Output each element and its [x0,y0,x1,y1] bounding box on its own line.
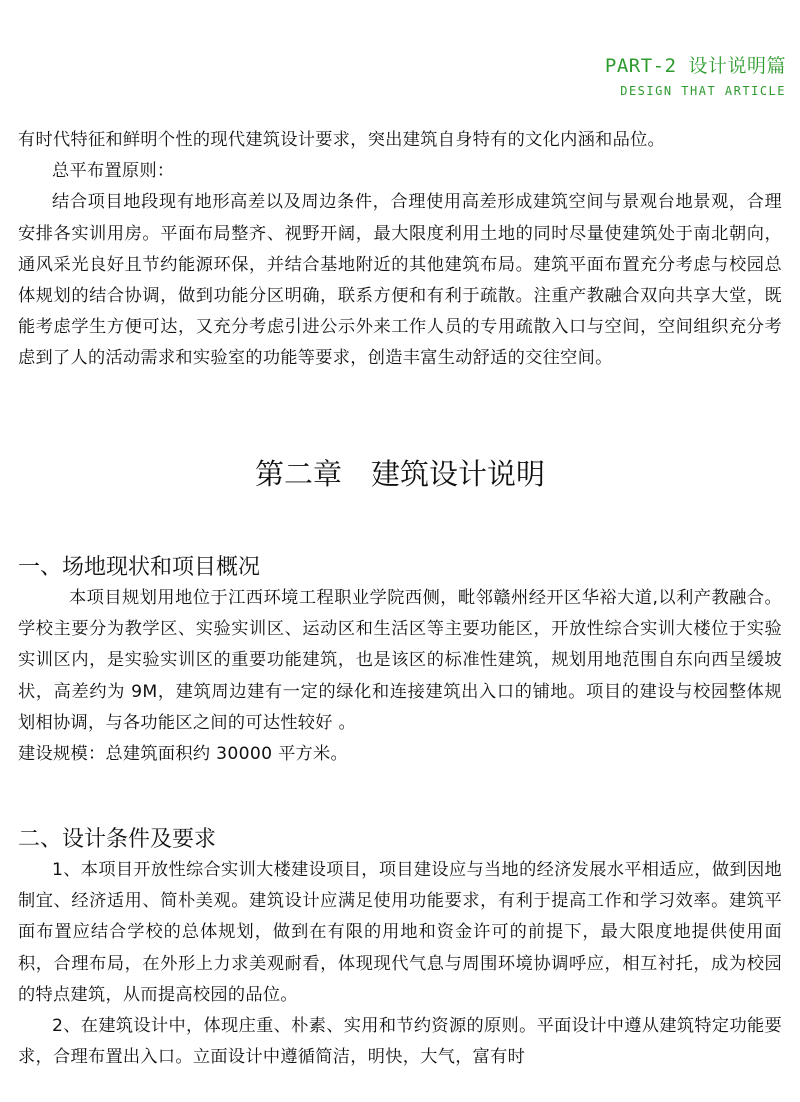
section1-scale: 建设规模：总建筑面积约 30000 平方米。 [18,744,349,765]
section1-heading: 一、场地现状和项目概况 [18,555,261,580]
intro-continuation: 有时代特征和鲜明个性的现代建筑设计要求，突出建筑自身特有的文化内涵和品位。 [18,130,666,150]
section1-block [18,583,782,770]
layout-principle-text: 结合项目地段现有地形高差以及周边条件，合理使用高差形成建筑空间与景观台地景观，合理安排各实训用房。平面布局整齐、视野开阔，最大限度利用土地的同时尽量使建筑处于南北朝向，通风采光良好且节约能源环保，并结合基地附近的其他建筑布局。建筑平面布置充分考虑与校园总体规划的结合协调，做到功能分区明确，联系方便和有利于疏散。注重产教融合双向共享大堂，既能考虑学生方便可达，又充分考虑引进公示外来工作人员的专用疏散入口与空间，空间组织充分考虑到了人的活动需求和实验室的功能等要求，创造丰富生动舒适的交往空间。 [18,192,782,369]
layout-principle-label: 总平布置原则： [52,161,175,182]
section2-item2: 2、在建筑设计中，体现庄重、朴素、实用和节约资源的原则。平面设计中遵从建筑特定功能要求，合理布置出入口。立面设计中遵循简洁，明快，大气，富有时 [18,1016,782,1068]
chapter-title: 第二章 建筑设计说明 [254,457,545,491]
section2-block [18,855,782,1073]
section2-heading: 二、设计条件及要求 [18,827,217,852]
section2-item1: 1、本项目开放性综合实训大楼建设项目，项目建设应与当地的经济发展水平相适应，做到因地制宜、经济适用、简朴美观。建筑设计应满足使用功能要求，有利于提高工作和学习效率。建筑平面布置应结合学校的总体规划，做到在有限的用地和资金许可的前提下，最大限度地提供使用面积，合理布局，在外形上力求美观耐看，体现现代气息与周围环境协调呼应，相互衬托，成为校园的特点建筑，从而提高校园的品位。 [18,860,782,1005]
section1-paragraph: 本项目规划用地位于江西环境工程职业学院西侧，毗邻赣州经开区华裕大道,以利产教融合。学校主要分为教学区、实验实训区、运动区和生活区等主要功能区，开放性综合实训大楼位于实验实训区内，是实验实训区的重要功能建筑，也是该区的标准性建筑，规划用地范围自东向西呈缓坡状，高差约为 9M，建筑周边建有一定的绿化和连接建筑出入口的铺地。项目的建设与校园整体规划相协调，与各功能区之间的可达性较好 。 [18,588,782,733]
page-header [605,52,786,100]
header-title: PART-2 设计说明篇 [604,55,786,77]
header-subtitle: DESIGN THAT ARTICLE [620,84,786,98]
intro-block [18,125,782,375]
